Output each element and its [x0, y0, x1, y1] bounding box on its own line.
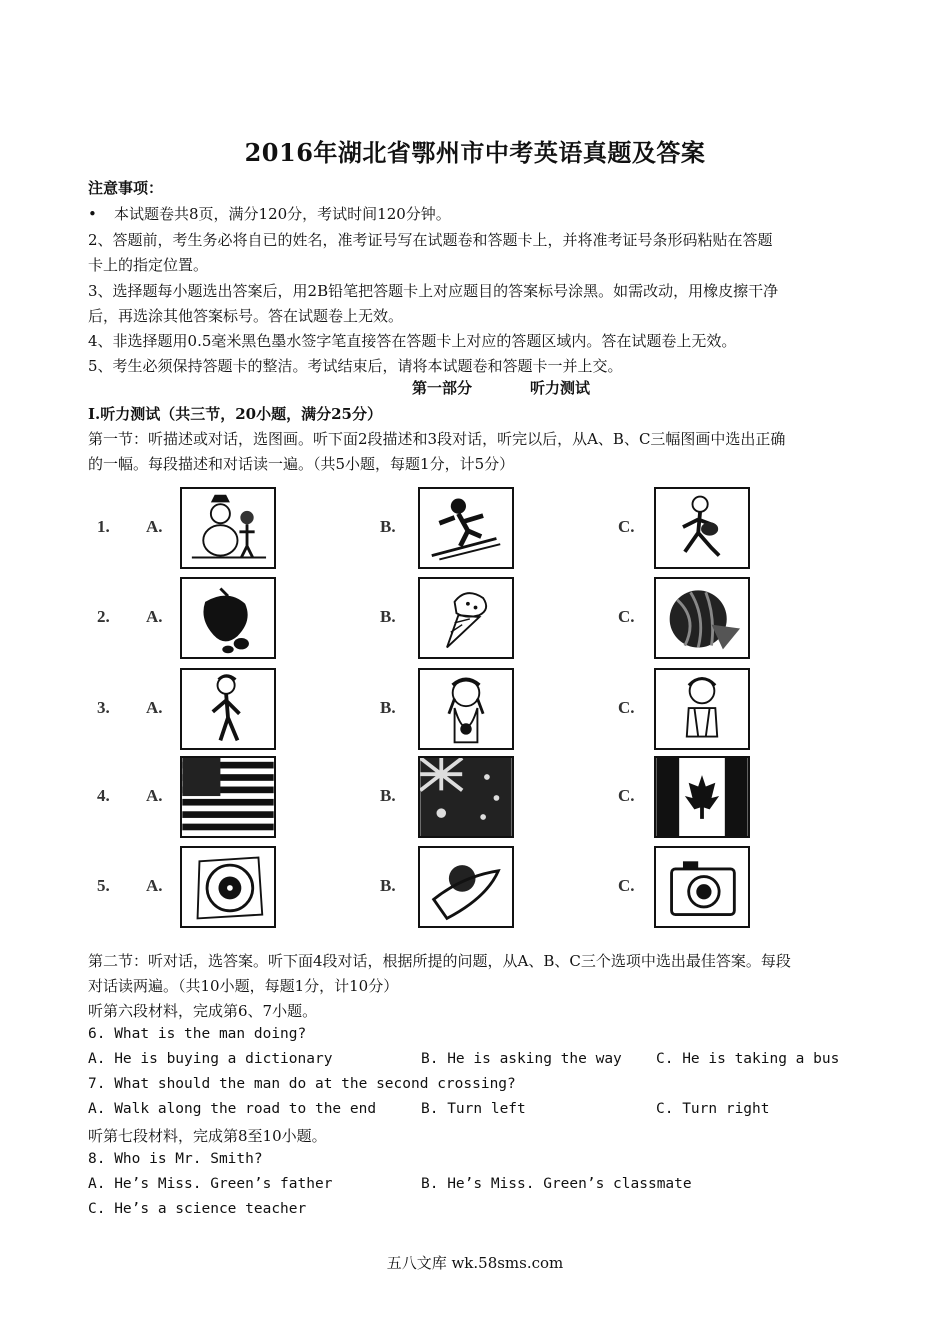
notes-item-1: [88, 203, 451, 224]
material-7-heading: 听第七段材料，完成第8至10小题。: [88, 1127, 327, 1145]
boy-icon[interactable]: [654, 668, 750, 750]
notes-item-2-line-2: 卡上的指定位置。: [88, 256, 209, 274]
snowman-icon[interactable]: [180, 487, 276, 569]
notes-item-4: 4、非选择题用0.5毫米黑色墨水签字笔直接答在答题卡上对应的答题区域内。答在试题卷上无效。: [88, 332, 737, 350]
bullet: •: [88, 205, 97, 223]
section2-desc-line-1: 第二节：听对话，选答案。听下面4段对话，根据所提的问题，从A、B、C三个选项中选出最佳答案。每段: [88, 952, 791, 970]
notes-item-1-text: 本试题卷共8页，满分120分，考试时间120分钟。: [114, 205, 451, 223]
question-number: 1.: [97, 517, 110, 536]
crying-person-icon[interactable]: [418, 668, 514, 750]
question-7: 7. What should the man do at the second crossing?: [88, 1076, 516, 1092]
camera-icon[interactable]: [654, 846, 750, 928]
question-8: 8. Who is Mr. Smith?: [88, 1151, 263, 1167]
notes-heading: 注意事项：: [88, 179, 164, 197]
question-6-option-c[interactable]: C. He is taking a bus: [656, 1051, 840, 1067]
question-6: 6. What is the man doing?: [88, 1026, 307, 1042]
question-number: 3.: [97, 698, 110, 717]
page-title: 2016年湖北省鄂州市中考英语真题及答案: [244, 138, 706, 167]
notes-item-2-line-1: 2、答题前，考生务必将自已的姓名，准考证号写在试题卷和答题卡上，并将准考证号条形码粘贴在答题: [88, 231, 773, 249]
section1-desc-line-1: 第一节：听描述或对话，选图画。听下面2段描述和3段对话，听完以后，从A、B、C三幅图画中选出正确: [88, 430, 786, 448]
section1-heading: Ⅰ.听力测试（共三节，20小题，满分25分）: [88, 405, 382, 423]
option-a-label: A.: [146, 517, 163, 536]
cd-icon[interactable]: [180, 846, 276, 928]
option-b-label: B.: [380, 698, 396, 717]
question-7-option-b[interactable]: B. Turn left: [421, 1101, 526, 1117]
canada-flag-icon[interactable]: [654, 756, 750, 838]
question-number: 4.: [97, 786, 110, 805]
hat-icon[interactable]: [418, 846, 514, 928]
material-6-heading: 听第六段材料，完成第6、7小题。: [88, 1002, 318, 1020]
part-title: 听力测试: [530, 379, 591, 397]
australia-flag-icon[interactable]: [418, 756, 514, 838]
question-8-option-b[interactable]: B. He’s Miss. Green’s classmate: [421, 1176, 692, 1192]
question-8-option-a[interactable]: A. He’s Miss. Green’s father: [88, 1176, 333, 1192]
question-7-option-a[interactable]: A. Walk along the road to the end: [88, 1101, 377, 1117]
option-a-label: A.: [146, 698, 163, 717]
notes-item-3-line-1: 3、选择题每小题选出答案后，用2B铅笔把答题卡上对应题目的答案标号涂黑。如需改动，用橡皮擦干净: [88, 282, 779, 300]
us-flag-icon[interactable]: [180, 756, 276, 838]
skier-icon[interactable]: [418, 487, 514, 569]
option-b-label: B.: [380, 607, 396, 626]
runner-icon[interactable]: [654, 487, 750, 569]
question-number: 5.: [97, 876, 110, 895]
question-7-option-c[interactable]: C. Turn right: [656, 1101, 770, 1117]
option-a-label: A.: [146, 607, 163, 626]
sick-person-icon[interactable]: [180, 668, 276, 750]
section1-desc-line-2: 的一幅。每段描述和对话读一遍。（共5小题，每题1分，计5分）: [88, 455, 515, 473]
picture-question-1: [0, 487, 950, 573]
option-a-label: A.: [146, 786, 163, 805]
question-8-option-c[interactable]: C. He’s a science teacher: [88, 1201, 307, 1217]
question-6-option-a[interactable]: A. He is buying a dictionary: [88, 1051, 333, 1067]
option-c-label: C.: [618, 876, 635, 895]
option-b-label: B.: [380, 786, 396, 805]
picture-question-4: [0, 756, 950, 842]
option-c-label: C.: [618, 786, 635, 805]
question-number: 2.: [97, 607, 110, 626]
question-6-option-b[interactable]: B. He is asking the way: [421, 1051, 622, 1067]
option-a-label: A.: [146, 876, 163, 895]
option-b-label: B.: [380, 876, 396, 895]
footer-watermark: 五八文库 wk.58sms.com: [386, 1254, 564, 1272]
option-c-label: C.: [618, 517, 635, 536]
grapes-icon[interactable]: [180, 577, 276, 659]
picture-question-2: [0, 577, 950, 663]
ice-cream-icon[interactable]: [418, 577, 514, 659]
picture-question-3: [0, 668, 950, 754]
part-label: 第一部分: [412, 379, 473, 397]
section2-desc-line-2: 对话读两遍。（共10小题，每题1分，计10分）: [88, 977, 399, 995]
notes-item-5: 5、考生必须保持答题卡的整洁。考试结束后，请将本试题卷和答题卡一并上交。: [88, 357, 623, 375]
notes-item-3-line-2: 后，再选涂其他答案标号。答在试题卷上无效。: [88, 307, 404, 325]
option-b-label: B.: [380, 517, 396, 536]
watermelon-icon[interactable]: [654, 577, 750, 659]
option-c-label: C.: [618, 698, 635, 717]
option-c-label: C.: [618, 607, 635, 626]
picture-question-5: [0, 846, 950, 932]
